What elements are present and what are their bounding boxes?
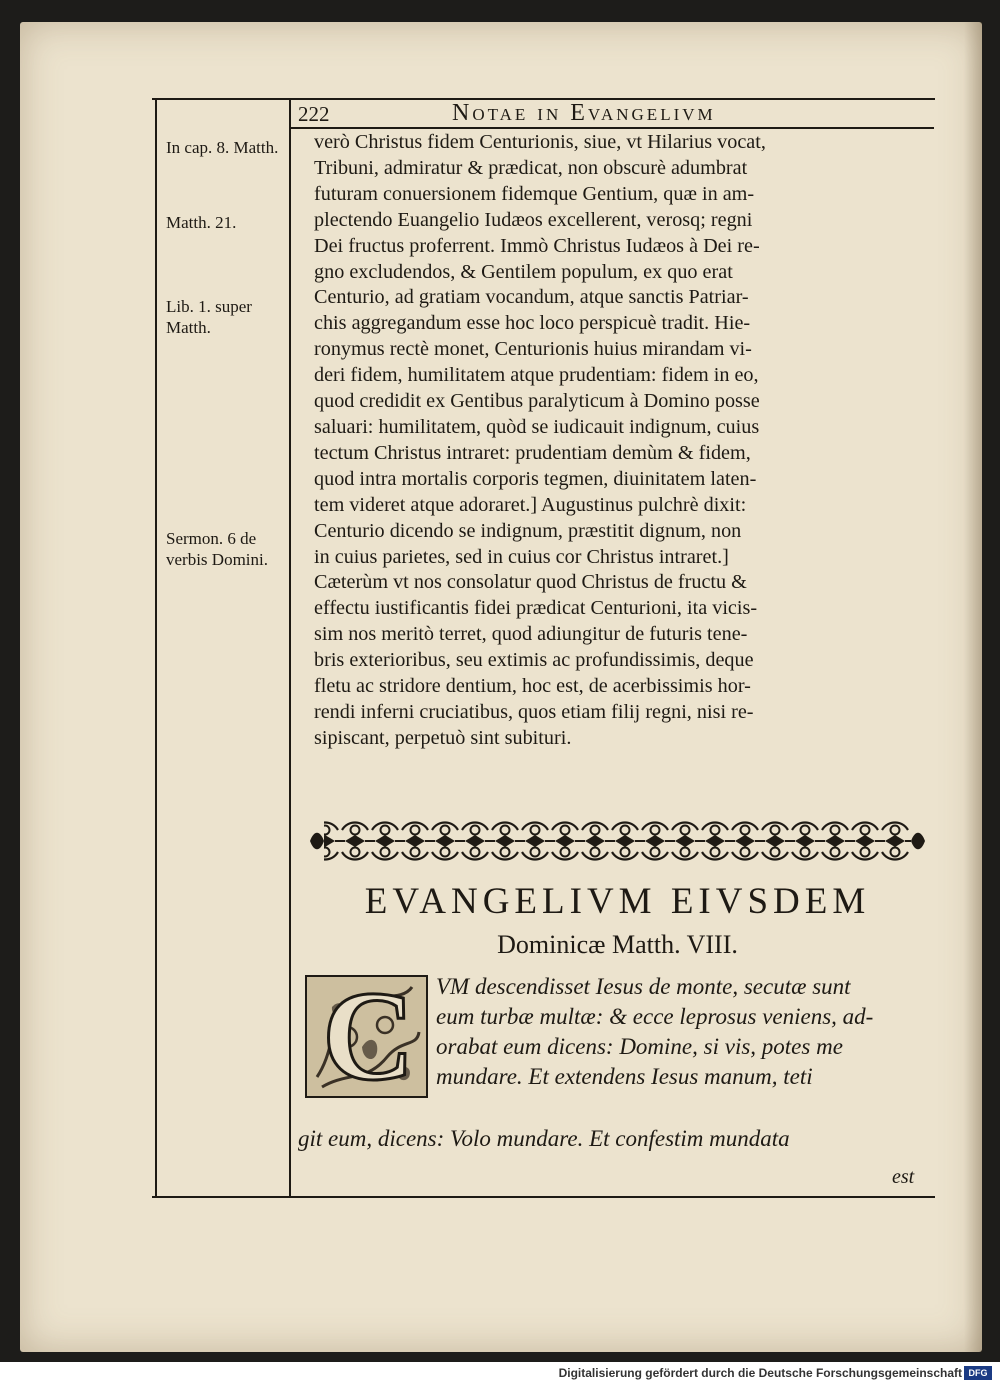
text-line: Cæterùm vt nos consolatur quod Christus de fructu & [314,571,747,594]
margin-rule [155,98,157,1198]
text-line: tectum Christus intraret: prudentiam demùm & fidem, [314,441,751,464]
margin-note-2: Matth. 21. [166,213,237,232]
text-line: Dei fructus proferrent. Immò Christus Iudæos à Dei re- [314,234,760,257]
gospel-line: VM descendisset Iesus de monte, secutæ sunt [436,974,851,999]
gospel-line: eum turbæ multæ: & ecce leprosus veniens, ad- [436,1004,874,1029]
gospel-line: orabat eum dicens: Domine, si vis, potes me [436,1034,843,1059]
decorated-initial [305,975,428,1098]
footer-credit: Digitalisierung gefördert durch die Deutsche Forschungsgemeinschaft [558,1366,962,1380]
text-line: quod credidit ex Gentibus paralyticum à Domino posse [314,390,760,413]
text-line: ronymus rectè monet, Centurionis huius mirandam vi- [314,338,752,361]
text-line: saluari: humilitatem, quòd se iudicauit indignum, cuius [314,415,760,438]
text-line: in cuius parietes, sed in cuius cor Christus intraret.] [314,545,729,568]
initial-letter: C [322,975,415,1098]
gospel-line: mundare. Et extendens Iesus manum, teti [436,1064,813,1089]
ornamental-band [310,818,925,864]
text-line: fletu ac stridore dentium, hoc est, de acerbissimis hor- [314,675,751,698]
margin-note-1: In cap. 8. Matth. [166,138,279,157]
text-line: rendi inferni cruciatibus, quos etiam filij regni, nisi re- [314,700,754,723]
header-rule [289,127,934,129]
running-head: Notae in Evangelivm [452,100,716,126]
text-line: Centurio, ad gratiam vocandum, atque sanctis Patriar- [314,286,749,309]
text-line: plectendo Euangelio Iudæos excellerent, verosq; regni [314,208,753,231]
text-line: chis aggregandum esse hoc loco perspicuè tradit. Hie- [314,312,751,335]
text-line: sim nos meritò terret, quod adiungitur de futuris tene- [314,623,748,646]
text-line: futuram conuersionem fidemque Gentium, quæ in am- [314,182,755,205]
gospel-text [436,972,936,1092]
catchword: est [892,1166,915,1188]
text-line: tem videret atque adoraret.] Augustinus pulchrè dixit: [314,493,747,516]
section-title: EVANGELIVM EIVSDEM [364,881,871,922]
text-line: bris exterioribus, seu extimis ac profundissimis, deque [314,649,754,672]
text-line: gno excludendos, & Gentilem populum, ex quo erat [314,260,733,283]
text-line: Tribuni, admiratur & prædicat, non obscurè adumbrat [314,156,748,179]
margin-note-3: Lib. 1. super Matth. [166,297,252,337]
text-line: effectu iustificantis fidei prædicat Centurioni, ita vicis- [314,597,758,620]
text-line: deri fidem, humilitatem atque prudentiam: fidem in eo, [314,364,759,387]
text-line: verò Christus fidem Centurionis, siue, vt Hilarius vocat, [314,131,766,153]
commentary-text [314,130,926,752]
text-line: sipiscant, perpetuò sint subituri. [314,726,572,749]
bottom-rule [152,1196,935,1198]
gospel-last-line: git eum, dicens: Volo mundare. Et confestim mundata [298,1126,790,1151]
section-subtitle: Dominicæ Matth. VIII. [497,930,738,959]
text-line: Centurio dicendo se indignum, præstitit dignum, non [314,519,742,542]
dfg-logo-icon: DFG [964,1366,992,1380]
column-rule [289,98,291,1198]
page-number: 222 [298,102,330,126]
text-line: quod intra mortalis corporis tegmen, diuinitatem laten- [314,467,757,490]
margin-note-4: Sermon. 6 de verbis Domini. [166,529,268,569]
